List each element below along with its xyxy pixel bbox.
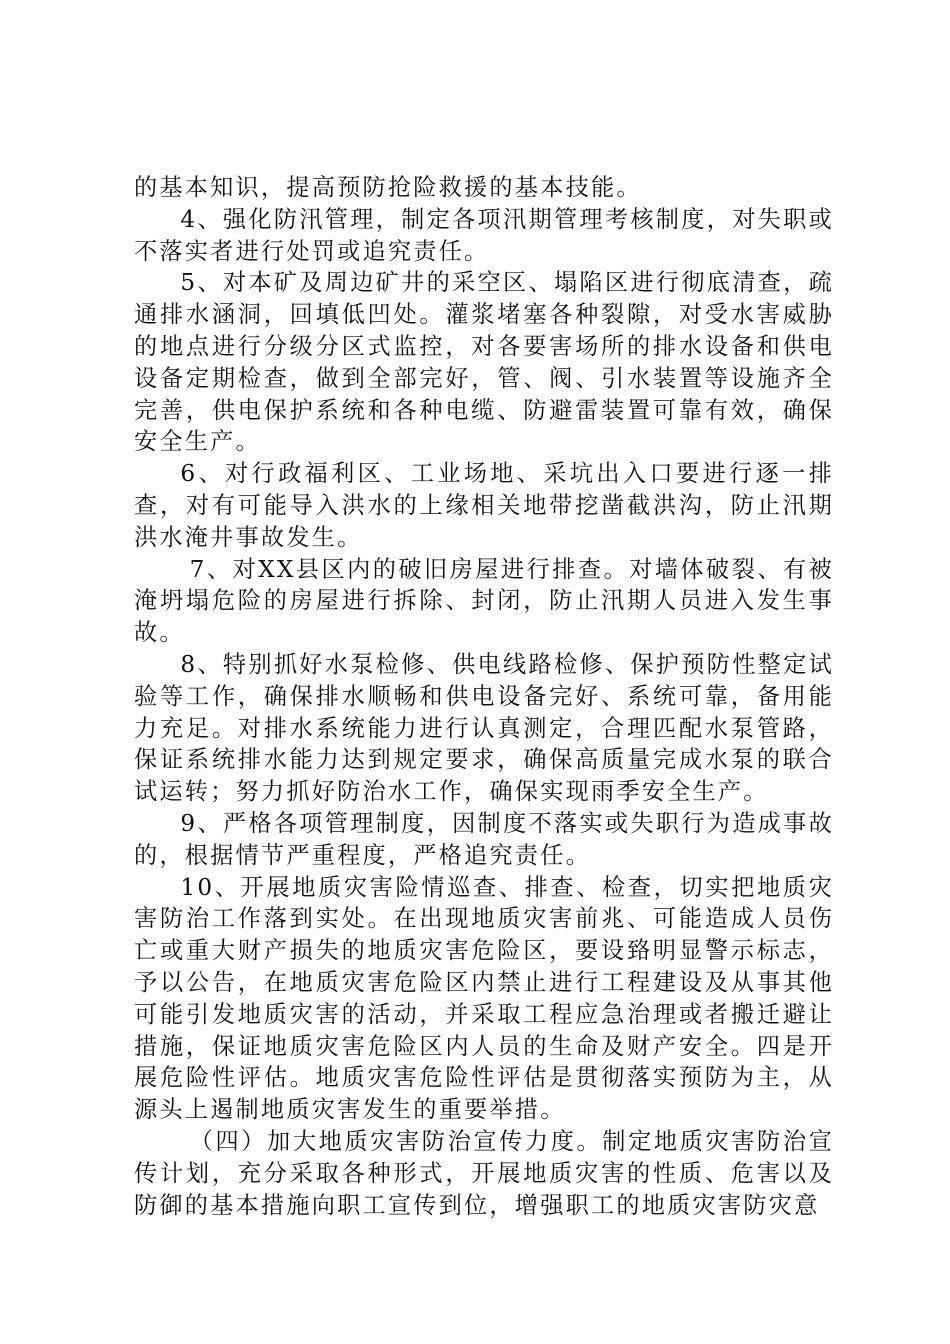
- document-body: [134, 172, 834, 1221]
- paragraph-item-10: 10、开展地质灾害险情巡查、排查、检查，切实把地质灾害防治工作落到实处。在出现地质灾害前兆、可能造成人员伤亡或重大财产损失的地质灾害危险区，要设臵明显警示标志，予以公告，在地质灾害危险区内禁止进行工程建设及从事其他可能引发地质灾害的活动，并采取工程应急治理或者搬迁避让措施，保证地质灾害危险区内人员的生命及财产安全。四是开展危险性评估。地质灾害危险性评估是贯彻落实预防为主，从源头上遏制地质灾害发生的重要举措。: [134, 873, 834, 1124]
- paragraph-item-4: 4、强化防汛管理，制定各项汛期管理考核制度，对失职或不落实者进行处罚或追究责任。: [134, 205, 834, 265]
- paragraph-item-6: 6、对行政福利区、工业场地、采坑出入口要进行逐一排查，对有可能导入洪水的上缘相关地带挖凿截洪沟，防止汛期洪水淹井事故发生。: [134, 460, 834, 551]
- paragraph-continuation: 的基本知识，提高预防抢险救援的基本技能。: [134, 174, 642, 201]
- paragraph-item-9: 9、严格各项管理制度，因制度不落实或失职行为造成事故的，根据情节严重程度，严格追究责任。: [134, 809, 834, 869]
- paragraph-item-7: 7、对XX县区内的破旧房屋进行排查。对墙体破裂、有被淹坍塌危险的房屋进行拆除、封闭，防止汛期人员进入发生事故。: [134, 555, 834, 647]
- paragraph-item-8: 8、特别抓好水泵检修、供电线路检修、保护预防性整定试验等工作，确保排水顺畅和供电设备完好、系统可靠，备用能力充足。对排水系统能力进行认真测定，合理匹配水泵管路，保证系统排水能力达到规定要求，确保高质量完成水泵的联合试运转；努力抓好防治水工作，确保实现雨季安全生产。: [134, 650, 834, 806]
- paragraph-section-4: （四）加大地质灾害防治宣传力度。制定地质灾害防治宣传计划，充分采取各种形式，开展地质灾害的性质、危害以及防御的基本措施向职工宣传到位，增强职工的地质灾害防灾意: [134, 1127, 834, 1219]
- paragraph-item-5: 5、对本矿及周边矿井的采空区、塌陷区进行彻底清查，疏通排水涵洞，回填低凹处。灌浆堵塞各种裂隙，对受水害威胁的地点进行分级分区式监控，对各要害场所的排水设备和供电设备定期检查，做到全部完好，管、阀、引水装置等设施齐全完善，供电保护系统和各种电缆、防避雷装置可靠有效，确保安全生产。: [134, 269, 834, 456]
